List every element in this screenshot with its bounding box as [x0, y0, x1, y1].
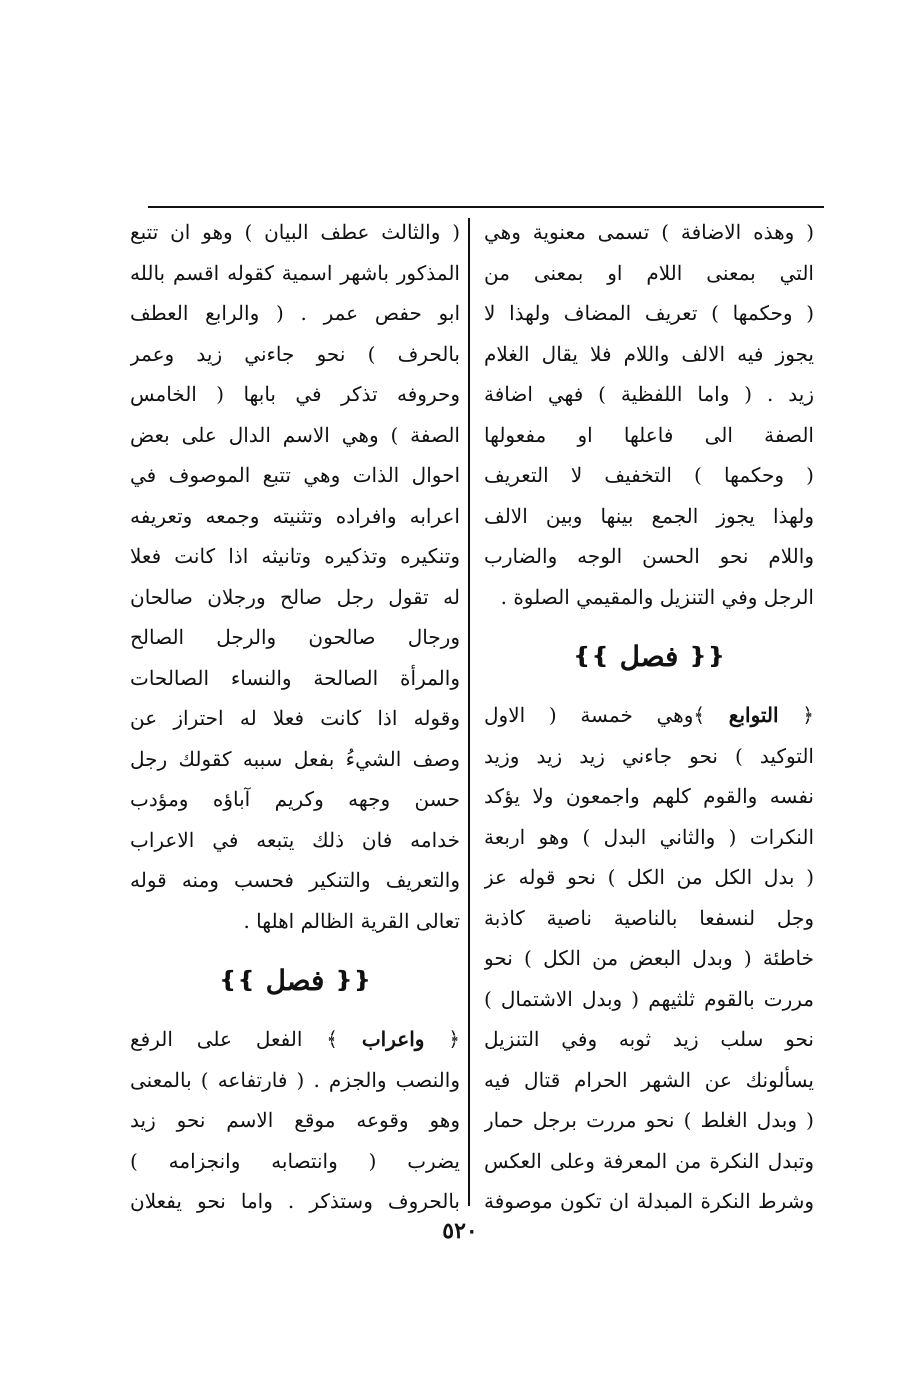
column-divider	[468, 218, 470, 1206]
text-line: والنصب والجزم . ( فارتفاعه ) بالمعنى	[130, 1067, 460, 1092]
ornament-left-icon: ❵❵	[218, 967, 256, 993]
text-line: والمرأة الصالحة والنساء الصالحات	[130, 665, 460, 690]
text-line: يجوز فيه الالف واللام فلا يقال الغلام	[484, 341, 814, 366]
text-line	[484, 695, 814, 736]
text-line: خدامه فان ذلك يتبعه في الاعراب	[130, 827, 460, 852]
text-line: وهو وقوعه موقع الاسم نحو زيد	[130, 1108, 460, 1132]
text-line: ورجال صالحون والرجل الصالح	[130, 625, 460, 649]
text-span: وهي خمسة ( الاول	[484, 703, 694, 727]
text-line: وصف الشيءُ بفعل سببه كقولك رجل	[130, 746, 460, 771]
bold-term: التوابع	[728, 703, 779, 727]
text-line: وتبدل النكرة من المعرفة وعلى العكس	[484, 1148, 814, 1173]
text-line: يسألونك عن الشهر الحرام قتال فيه	[484, 1067, 814, 1092]
text-line: الرجل وفي التنزيل والمقيمي الصلوة .	[500, 584, 814, 609]
text-line: وتنكيره وتذكيره وتانيثه اذا كانت فعلا	[130, 544, 460, 568]
left-paragraph-a	[130, 212, 460, 941]
section-heading-text: فصل	[265, 963, 325, 997]
text-line: زيد . ( واما اللفظية ) فهي اضافة	[484, 382, 814, 406]
text-line: احوال الذات وهي تتبع الموصوف في	[130, 463, 460, 487]
text-line: النكرات ( والثاني البدل ) وهو اربعة	[484, 824, 814, 849]
text-line: المذكور باشهر اسمية كقوله اقسم بالله	[130, 260, 460, 285]
text-line: له تقول رجل صالح ورجلان صالحان	[130, 584, 460, 609]
text-line: ولهذا يجوز الجمع بينها وبين الالف	[484, 503, 814, 528]
text-line: وجل لنسفعا بالناصية ناصية كاذبة	[484, 905, 814, 930]
text-line: يضرب ( وانتصابه وانجزامه )	[130, 1148, 460, 1173]
text-line: بالحرف ) نحو جاءني زيد وعمر	[130, 341, 460, 366]
text-line	[130, 1019, 460, 1060]
ornament-icon: ﴾	[302, 1027, 362, 1051]
text-line: حسن وجهه وكريم آباؤه ومؤدب	[130, 787, 460, 811]
text-line: ( بدل الكل من الكل ) نحو قوله عز	[484, 865, 814, 889]
text-line: ( وهذه الاضافة ) تسمى معنوية وهي	[484, 220, 814, 244]
right-paragraph-a	[484, 212, 814, 617]
text-line: الصفة ) وهي الاسم الدال على بعض	[130, 422, 460, 447]
text-line: نفسه والقوم كلهم واجمعون ولا يؤكد	[484, 784, 814, 808]
text-line: والتعريف والتنكير فحسب ومنه قوله	[130, 868, 460, 892]
right-paragraph-b	[484, 695, 814, 1222]
text-line: ( وحكمها ) التخفيف لا التعريف	[484, 463, 814, 487]
section-heading	[130, 941, 460, 1019]
page-number: ٥٢٠	[442, 1218, 478, 1244]
section-heading	[484, 617, 814, 695]
section-heading-text: فصل	[619, 639, 679, 673]
text-line: تعالى القرية الظالم اهلها .	[243, 908, 460, 933]
text-line: ( وحكمها ) تعريف المضاف ولهذا لا	[484, 301, 814, 325]
text-span: الفعل على الرفع	[130, 1027, 303, 1051]
text-line: وشرط النكرة المبدلة ان تكون موصوفة	[484, 1189, 814, 1213]
text-line: خاطئة ( وبدل البعض من الكل ) نحو	[484, 946, 814, 970]
text-line: وقوله اذا كانت فعلا له احتراز عن	[130, 706, 460, 730]
text-line: الصفة الى فاعلها او مفعولها	[484, 422, 814, 447]
text-line: ابو حفص عمر . ( والرابع العطف	[130, 301, 460, 325]
left-column	[130, 212, 460, 1222]
top-rule	[148, 206, 824, 208]
bold-term: واعراب	[361, 1027, 425, 1051]
text-line: اعرابه وافراده وتثنيته وجمعه وتعريفه	[130, 503, 460, 528]
text-line: نحو سلب زيد ثوبه وفي التنزيل	[484, 1027, 814, 1051]
ornament-right-icon: ❴❴	[688, 643, 726, 669]
text-line: واللام نحو الحسن الوجه والضارب	[484, 544, 814, 568]
ornament-icon: ﴿	[424, 1027, 460, 1051]
right-column	[484, 212, 814, 1222]
ornament-right-icon: ❴❴	[334, 967, 372, 993]
text-line: وحروفه تذكر في بابها ( الخامس	[130, 382, 460, 406]
text-line: ( وبدل الغلط ) نحو مررت برجل حمار	[484, 1108, 814, 1132]
left-paragraph-b	[130, 1019, 460, 1222]
text-line: ( والثالث عطف البيان ) وهو ان تتبع	[130, 220, 460, 244]
text-line: التوكيد ) نحو جاءني زيد زيد وزيد	[484, 743, 814, 768]
ornament-left-icon: ❵❵	[572, 643, 610, 669]
ornament-icon: ﴿	[778, 703, 814, 727]
text-line: بالحروف وستذكر . واما نحو يفعلان	[130, 1189, 460, 1213]
text-line: التي بمعنى اللام او بمعنى من	[484, 260, 814, 285]
ornament-icon: ﴾	[693, 703, 729, 727]
text-line: مررت بالقوم ثلثيهم ( وبدل الاشتمال )	[484, 986, 814, 1011]
